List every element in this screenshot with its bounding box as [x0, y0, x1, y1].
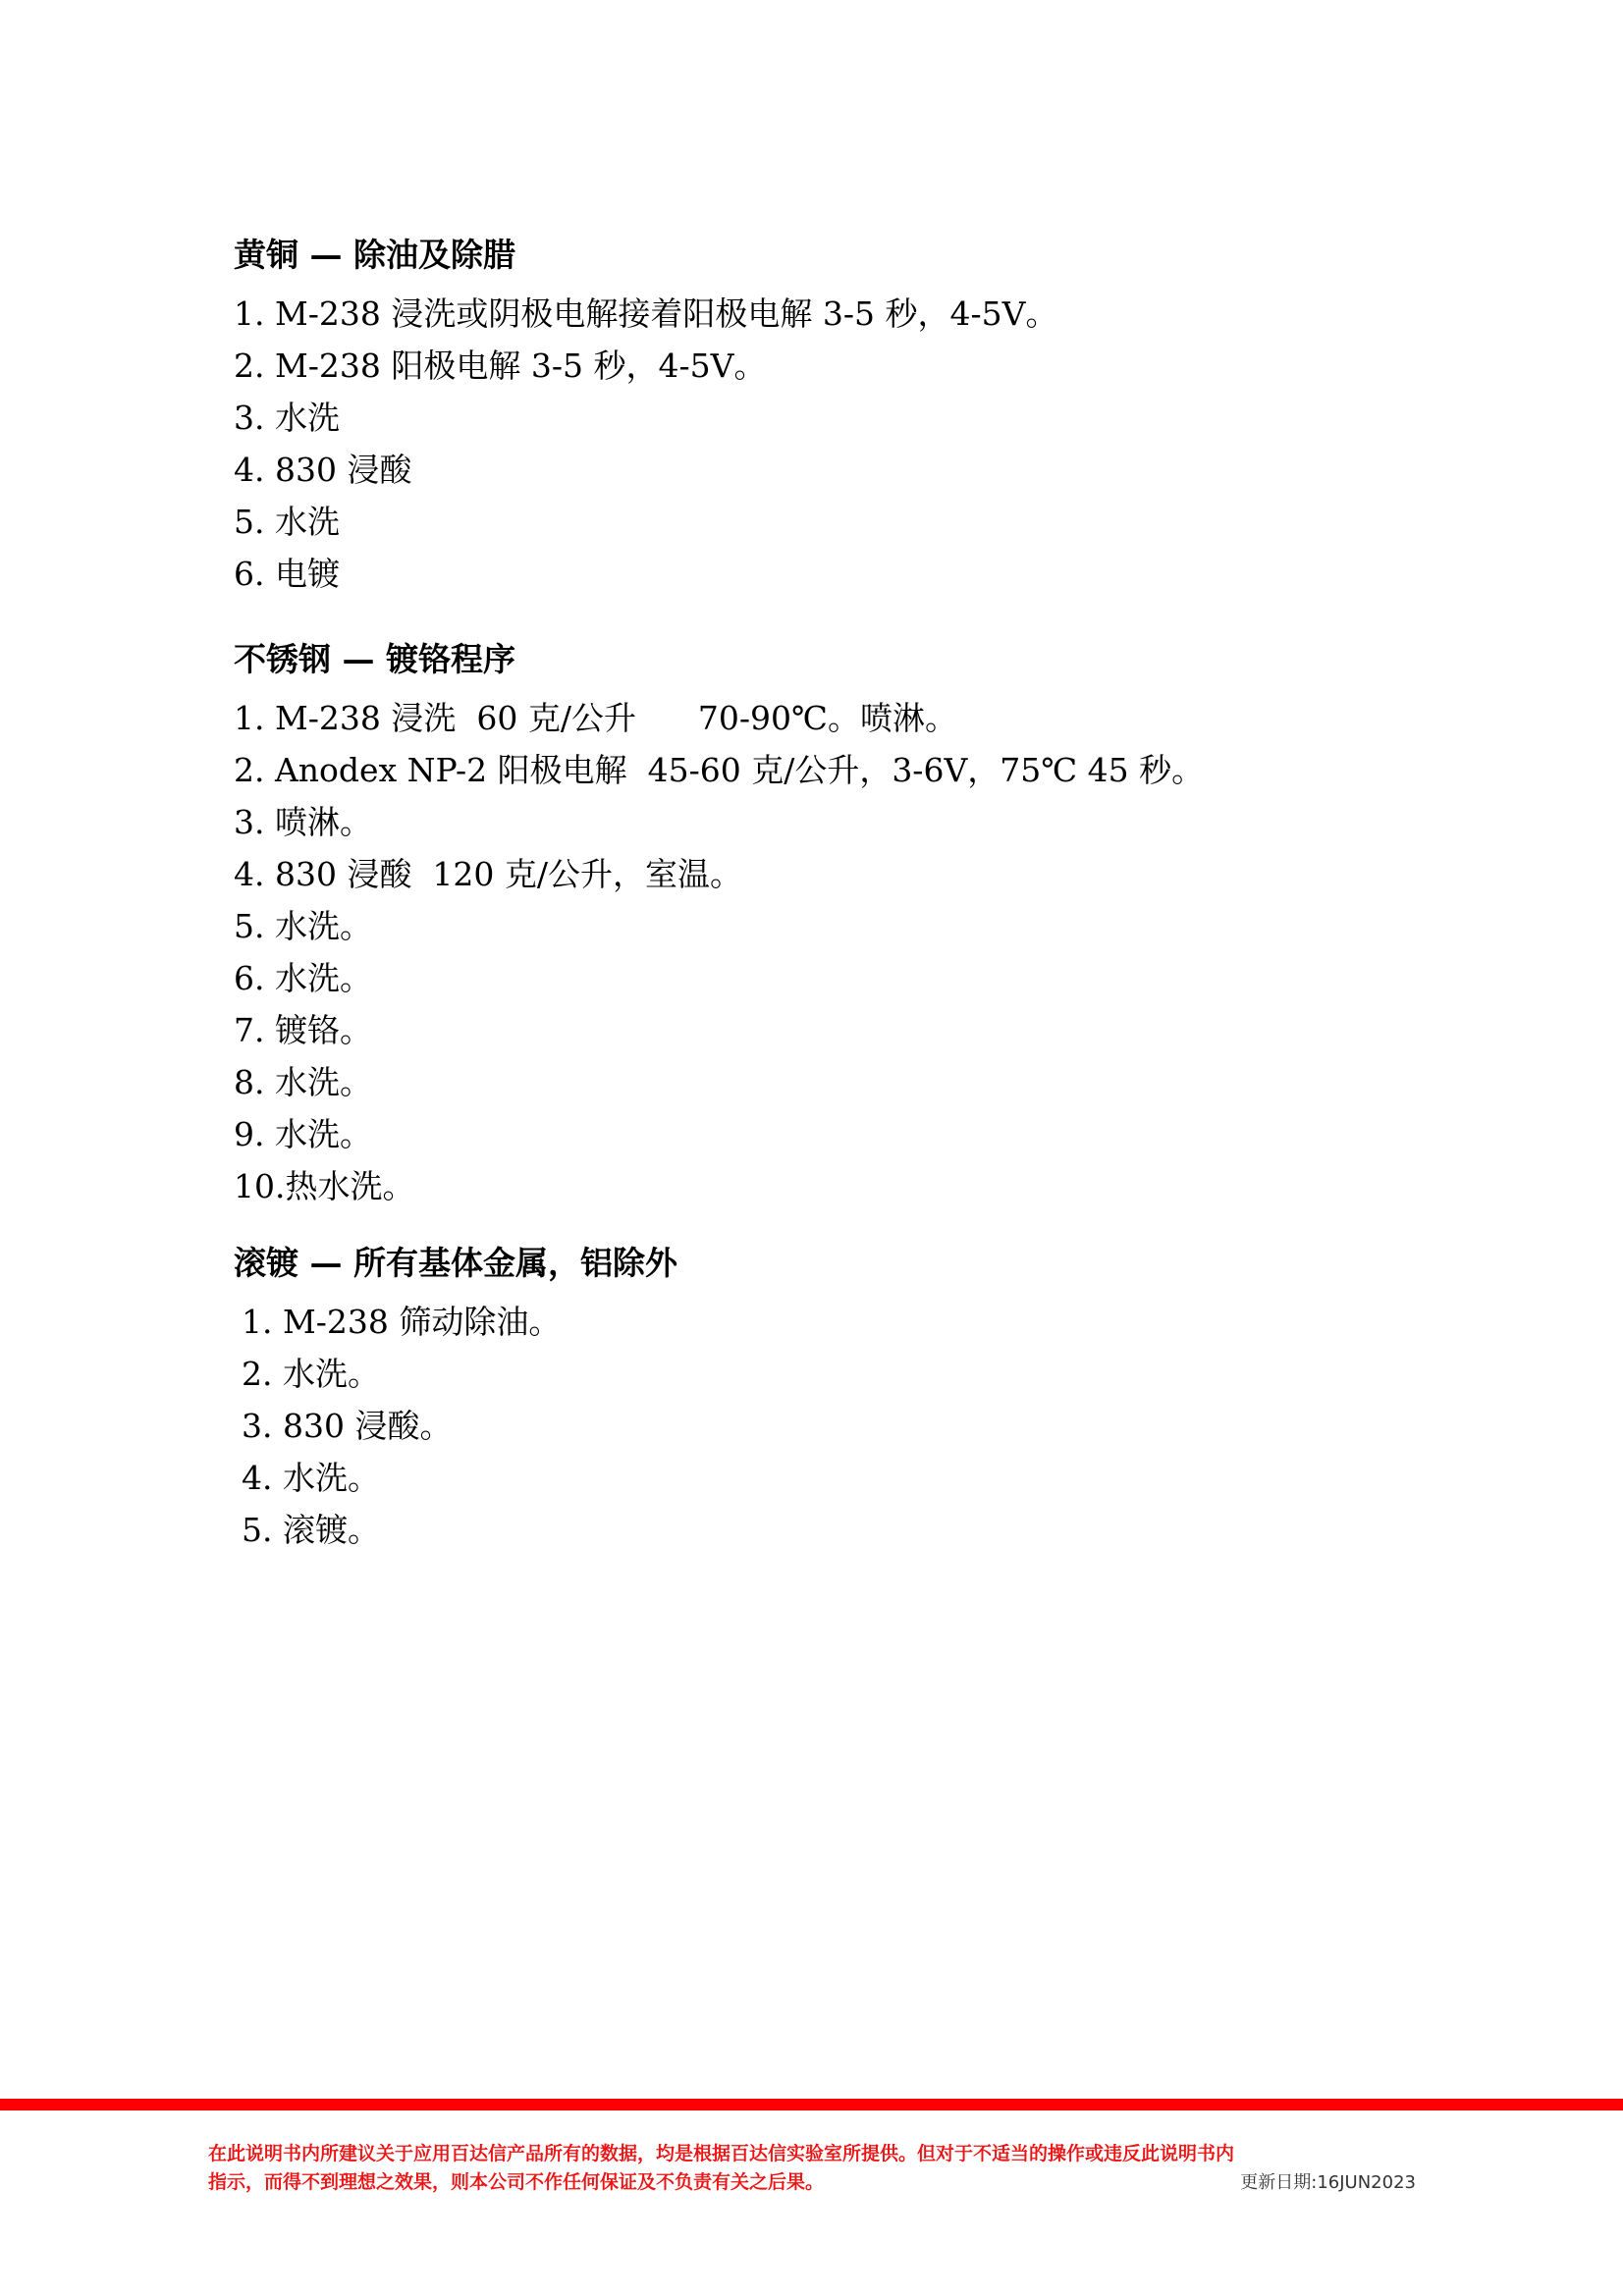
step-list: [234, 692, 1412, 1212]
footer-divider: [0, 2099, 1623, 2110]
step-item: 6. 水洗。: [234, 959, 372, 997]
section-brass: [234, 236, 1412, 600]
section-heading: 黄铜 — 除油及除腊: [234, 236, 515, 274]
step-item: 1. M-238 浸洗 60 克/公升 70-90℃。喷淋。: [234, 699, 957, 737]
step-item: 2. Anodex NP-2 阳极电解 45-60 克/公升，3-6V，75℃ 45 秒。: [234, 751, 1205, 789]
section-heading: 滚镀 — 所有基体金属，铝除外: [234, 1244, 677, 1282]
update-date: 更新日期:16JUN2023: [1240, 2172, 1416, 2193]
step-item: 5. 滚镀。: [242, 1511, 380, 1549]
step-item: 3. 喷淋。: [234, 803, 372, 841]
disclaimer-line-1: 在此说明书内所建议关于应用百达信产品所有的数据，均是根据百达信实验室所提供。但对于不适当的操作或违反此说明书内: [208, 2143, 1235, 2164]
step-item: 4. 830 浸酸: [234, 451, 412, 489]
section-barrel-plating: [234, 1244, 1412, 1556]
step-item: 1. M-238 筛动除油。: [242, 1303, 562, 1341]
step-item: 4. 水洗。: [242, 1459, 380, 1497]
step-list: [234, 288, 1412, 600]
footer: [208, 2140, 1416, 2197]
section-stainless-steel: [234, 640, 1412, 1212]
step-item: 10.热水洗。: [234, 1167, 415, 1205]
step-item: 5. 水洗。: [234, 907, 372, 945]
disclaimer-line-2: 指示，而得不到理想之效果，则本公司不作任何保证及不负责有关之后果。: [208, 2171, 825, 2193]
step-item: 2. 水洗。: [242, 1355, 380, 1393]
step-item: 7. 镀铬。: [234, 1011, 372, 1049]
step-item: 3. 830 浸酸。: [242, 1407, 453, 1445]
step-item: 4. 830 浸酸 120 克/公升，室温。: [234, 855, 743, 893]
step-item: 2. M-238 阳极电解 3-5 秒，4-5V。: [234, 347, 767, 385]
footer-line-2: [208, 2168, 1416, 2197]
step-list: [234, 1296, 1412, 1556]
section-heading: 不锈钢 — 镀铬程序: [234, 640, 515, 678]
step-item: 9. 水洗。: [234, 1115, 372, 1153]
step-item: 1. M-238 浸洗或阴极电解接着阳极电解 3-5 秒，4-5V。: [234, 294, 1058, 333]
step-item: 6. 电镀: [234, 555, 340, 593]
step-item: 3. 水洗: [234, 399, 340, 437]
step-item: 5. 水洗: [234, 503, 340, 541]
step-item: 8. 水洗。: [234, 1063, 372, 1101]
